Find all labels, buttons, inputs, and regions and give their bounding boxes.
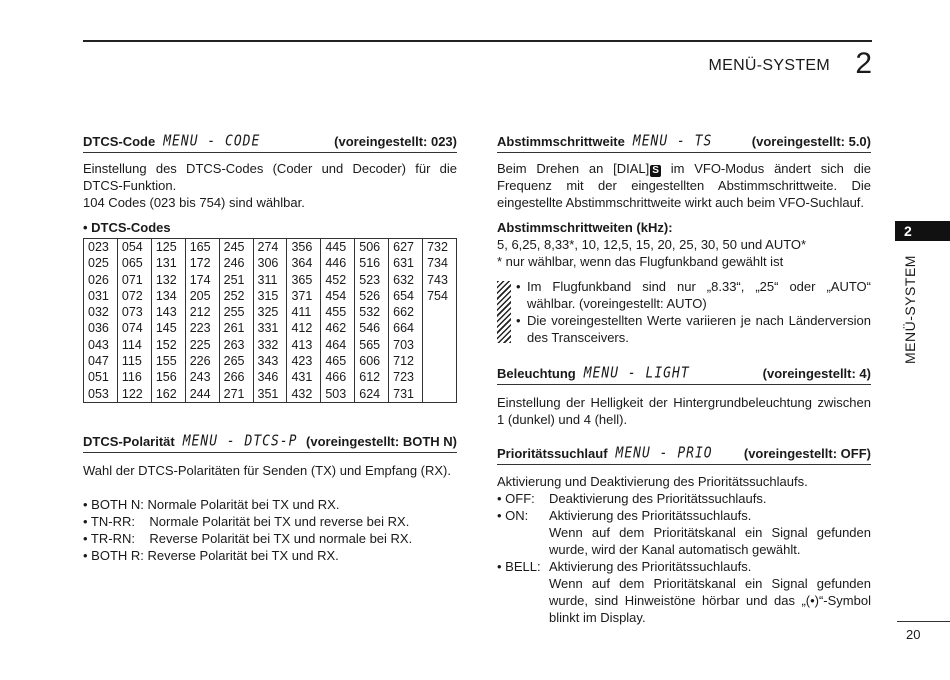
code-cell: 413 [287, 337, 321, 353]
code-cell: 631 [389, 255, 423, 271]
code-cell [423, 304, 457, 320]
item-label: • OFF: [497, 491, 535, 506]
code-cell: 455 [321, 304, 355, 320]
code-cell: 446 [321, 255, 355, 271]
section-title: DTCS-Code [83, 134, 156, 149]
backlight-description: Einstellung der Helligkeit der Hintergrundbeleuchtung zwischen 1 (dunkel) und 4 (hell). [497, 395, 871, 427]
side-label-text: MENÜ-SYSTEM [902, 255, 918, 364]
code-cell: 025 [84, 255, 118, 271]
code-cell: 043 [84, 337, 118, 353]
code-cell: 054 [117, 239, 151, 256]
item-text: Aktivierung des Prioritätssuchlaufs. [549, 508, 752, 523]
code-cell: 065 [117, 255, 151, 271]
code-cell [423, 386, 457, 403]
code-cell: 152 [151, 337, 185, 353]
menu-code: MENU - TS [632, 132, 713, 151]
code-cell: 114 [117, 337, 151, 353]
section-title: Abstimmschrittweite [497, 134, 625, 149]
item-label: • TR-RN: [83, 531, 150, 546]
menu-code: MENU - PRIO [615, 444, 713, 463]
code-cell: 325 [253, 304, 287, 320]
item-label: • BELL: [497, 559, 541, 574]
code-cell: 226 [185, 353, 219, 369]
item-text: Aktivierung des Prioritätssuchlaufs. [549, 559, 752, 574]
code-cell: 466 [321, 369, 355, 385]
code-cell: 454 [321, 288, 355, 304]
code-cell: 343 [253, 353, 287, 369]
list-item [83, 513, 457, 530]
dtcs-polarity-heading [83, 434, 457, 453]
code-cell: 053 [84, 386, 118, 403]
polarity-list [83, 496, 457, 564]
code-cell: 036 [84, 320, 118, 336]
dtcs-code-description [83, 160, 457, 211]
code-cell: 503 [321, 386, 355, 403]
code-cell: 051 [84, 369, 118, 385]
menu-code: MENU - LIGHT [583, 364, 690, 383]
code-cell: 032 [84, 304, 118, 320]
code-cell: 431 [287, 369, 321, 385]
code-cell: 346 [253, 369, 287, 385]
item-label: • ON: [497, 508, 529, 523]
code-cell: 565 [355, 337, 389, 353]
text: im VFO-Modus ändert sich die Frequenz mit der eingestellten Abstimmschrittweite. Die eingestellte Abstimmschrittweite wirkt auch beim VFO-Suchlauf. [497, 161, 871, 210]
code-cell: 516 [355, 255, 389, 271]
item-text: Deaktivierung des Prioritätssuchlaufs. [549, 491, 767, 506]
code-cell: 356 [287, 239, 321, 256]
code-cell: 115 [117, 353, 151, 369]
code-cell: 371 [287, 288, 321, 304]
code-cell: 523 [355, 272, 389, 288]
menu-code: MENU - DTCS-P [182, 432, 298, 451]
code-cell: 116 [117, 369, 151, 385]
code-cell: 263 [219, 337, 253, 353]
table-row [84, 288, 457, 304]
code-cell: 223 [185, 320, 219, 336]
list-item [497, 507, 871, 558]
text: Beim Drehen an [DIAL] [497, 161, 650, 176]
code-cell: 132 [151, 272, 185, 288]
dial-key-icon: S [652, 165, 659, 176]
code-cell: 732 [423, 239, 457, 256]
code-cell: 662 [389, 304, 423, 320]
table-row [84, 255, 457, 271]
code-cell: 143 [151, 304, 185, 320]
item-text: Wenn auf dem Prioritätskanal ein Signal gefunden wurde, wird der Kanal automatisch gewählt. [549, 525, 871, 557]
code-cell: 071 [117, 272, 151, 288]
section-title: DTCS-Polarität [83, 434, 175, 449]
code-cell [423, 337, 457, 353]
code-cell: 205 [185, 288, 219, 304]
code-cell: 465 [321, 353, 355, 369]
code-cell: 122 [117, 386, 151, 403]
code-cell: 073 [117, 304, 151, 320]
code-cell: 243 [185, 369, 219, 385]
code-cell: 074 [117, 320, 151, 336]
code-cell: 632 [389, 272, 423, 288]
code-cell: 423 [287, 353, 321, 369]
code-cell: 251 [219, 272, 253, 288]
page-number: 20 [906, 627, 921, 642]
table-row [84, 369, 457, 385]
code-cell: 156 [151, 369, 185, 385]
code-cell: 703 [389, 337, 423, 353]
code-cell: 734 [423, 255, 457, 271]
chapter-side-tab: 2 [895, 221, 950, 241]
menu-code: MENU - CODE [163, 132, 261, 151]
code-cell: 246 [219, 255, 253, 271]
code-cell: 506 [355, 239, 389, 256]
code-cell: 072 [117, 288, 151, 304]
code-cell: 365 [287, 272, 321, 288]
code-cell: 271 [219, 386, 253, 403]
side-label [900, 250, 920, 370]
code-cell: 306 [253, 255, 287, 271]
list-item [83, 547, 457, 564]
code-cell: 031 [84, 288, 118, 304]
table-row [84, 353, 457, 369]
code-cell [423, 369, 457, 385]
bottom-rule [897, 621, 950, 622]
code-cell: 172 [185, 255, 219, 271]
code-cell: 261 [219, 320, 253, 336]
code-cell: 624 [355, 386, 389, 403]
backlight-heading [497, 366, 871, 385]
code-cell: 712 [389, 353, 423, 369]
code-cell: 412 [287, 320, 321, 336]
code-cell: 265 [219, 353, 253, 369]
code-cell: 047 [84, 353, 118, 369]
default-value: (voreingestellt: BOTH N) [306, 434, 457, 449]
list-item [83, 530, 457, 547]
steps-values: 5, 6,25, 8,33*, 10, 12,5, 15, 20, 25, 30, 50 und AUTO* [497, 237, 807, 252]
code-cell: 252 [219, 288, 253, 304]
priority-list [497, 490, 871, 626]
code-cell: 432 [287, 386, 321, 403]
code-cell: 526 [355, 288, 389, 304]
code-cell: 445 [321, 239, 355, 256]
chapter-number: 2 [855, 47, 872, 80]
code-cell: 266 [219, 369, 253, 385]
code-cell: 654 [389, 288, 423, 304]
section-title: Beleuchtung [497, 366, 576, 381]
steps-heading: Abstimmschrittweiten (kHz): [497, 220, 673, 235]
code-cell: 162 [151, 386, 185, 403]
note-item: • Im Flugfunkband sind nur „8.33“, „25“ oder „AUTO“ wählbar. (voreingestellt: AUTO) [516, 279, 871, 311]
code-cell: 332 [253, 337, 287, 353]
code-cell: 606 [355, 353, 389, 369]
code-cell: 174 [185, 272, 219, 288]
item-text: Reverse Polarität bei TX und RX. [147, 548, 339, 563]
code-cell: 131 [151, 255, 185, 271]
code-cell: 244 [185, 386, 219, 403]
priority-intro: Aktivierung und Deaktivierung des Prioritätssuchlaufs. [497, 474, 808, 489]
tuning-step-heading [497, 134, 871, 153]
paragraph: 104 Codes (023 bis 754) sind wählbar. [83, 195, 305, 210]
code-cell: 134 [151, 288, 185, 304]
code-cell: 351 [253, 386, 287, 403]
note-text: Im Flugfunkband sind nur „8.33“, „25“ oder „AUTO“ wählbar. (voreingestellt: AUTO) [527, 279, 871, 311]
code-cell: 462 [321, 320, 355, 336]
code-cell: 664 [389, 320, 423, 336]
top-rule [83, 40, 872, 42]
list-item [497, 558, 871, 626]
code-cell: 532 [355, 304, 389, 320]
item-text: Normale Polarität bei TX und RX. [147, 497, 340, 512]
tuning-step-description [497, 160, 871, 211]
item-text: Reverse Polarität bei TX und normale bei RX. [149, 531, 413, 546]
table-row [84, 386, 457, 403]
code-cell: 026 [84, 272, 118, 288]
default-value: (voreingestellt: OFF) [743, 446, 871, 461]
item-label: • TN-RR: [83, 514, 150, 529]
item-text: Wenn auf dem Prioritätskanal ein Signal gefunden wurde, sind Hinweistöne hörbar und das „(•)“-Symbol blinkt im Display. [549, 576, 871, 625]
code-cell: 155 [151, 353, 185, 369]
dtcs-code-heading [83, 134, 457, 153]
code-cell: 255 [219, 304, 253, 320]
note-block [497, 278, 871, 346]
dtcs-polarity-intro: Wahl der DTCS-Polaritäten für Senden (TX) und Empfang (RX). [83, 463, 451, 478]
section-title: Prioritätssuchlauf [497, 446, 608, 461]
default-value: (voreingestellt: 023) [334, 134, 457, 149]
code-cell: 612 [355, 369, 389, 385]
paragraph: Einstellung des DTCS-Codes (Coder und Decoder) für die DTCS-Funktion. [83, 161, 457, 193]
list-item [83, 496, 457, 513]
code-cell: 464 [321, 337, 355, 353]
table-row [84, 337, 457, 353]
table-row [84, 320, 457, 336]
code-cell: 364 [287, 255, 321, 271]
code-cell: 212 [185, 304, 219, 320]
code-cell: 125 [151, 239, 185, 256]
code-cell: 546 [355, 320, 389, 336]
codes-heading: • DTCS-Codes [83, 220, 171, 235]
table-row [84, 272, 457, 288]
note-item: • Die voreingestellten Werte variieren je nach Länderversion des Transceivers. [516, 313, 871, 345]
code-cell: 274 [253, 239, 287, 256]
code-cell: 411 [287, 304, 321, 320]
table-row [84, 304, 457, 320]
code-cell: 723 [389, 369, 423, 385]
code-cell: 145 [151, 320, 185, 336]
code-cell: 165 [185, 239, 219, 256]
dtcs-codes-table [83, 238, 457, 403]
code-cell: 331 [253, 320, 287, 336]
code-cell: 023 [84, 239, 118, 256]
code-cell: 452 [321, 272, 355, 288]
default-value: (voreingestellt: 4) [762, 366, 871, 381]
code-cell: 311 [253, 272, 287, 288]
note-text: Die voreingestellten Werte variieren je nach Länderversion des Transceivers. [527, 313, 871, 345]
chapter-title: MENÜ-SYSTEM [708, 57, 830, 74]
code-cell: 754 [423, 288, 457, 304]
list-item [497, 490, 871, 507]
code-cell [423, 353, 457, 369]
code-cell: 225 [185, 337, 219, 353]
table-row [84, 239, 457, 256]
code-cell: 731 [389, 386, 423, 403]
priority-scan-heading [497, 446, 871, 465]
note-icon [497, 281, 511, 343]
item-label: • BOTH N: [83, 497, 148, 512]
code-cell: 743 [423, 272, 457, 288]
code-cell: 627 [389, 239, 423, 256]
steps-footnote: * nur wählbar, wenn das Flugfunkband gewählt ist [497, 254, 784, 269]
item-text: Normale Polarität bei TX und reverse bei RX. [149, 514, 410, 529]
code-cell [423, 320, 457, 336]
default-value: (voreingestellt: 5.0) [751, 134, 871, 149]
code-cell: 315 [253, 288, 287, 304]
code-cell: 245 [219, 239, 253, 256]
item-label: • BOTH R: [83, 548, 148, 563]
